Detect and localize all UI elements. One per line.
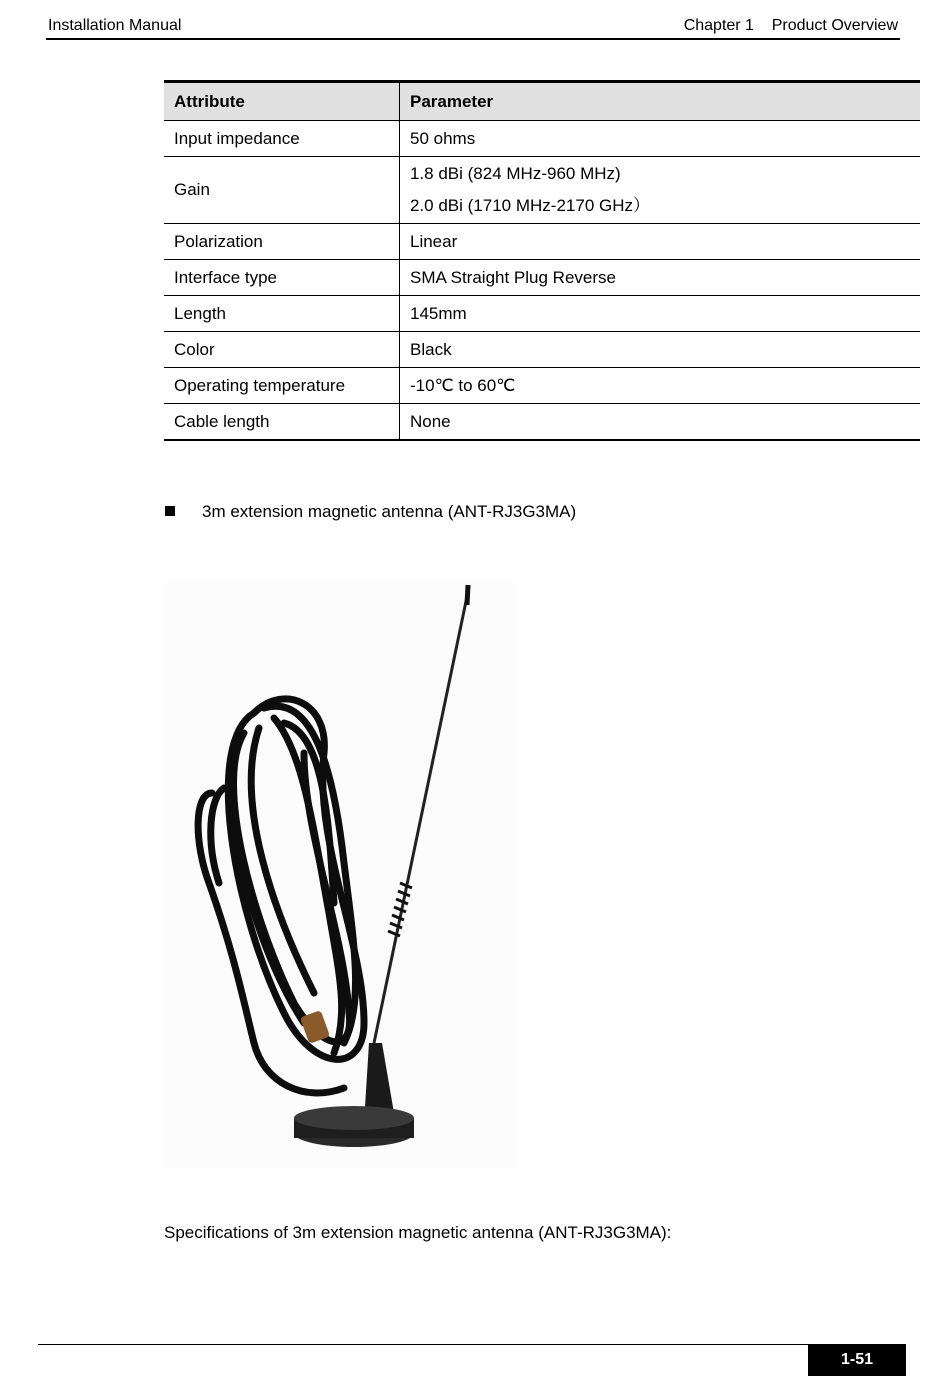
column-header-parameter: Parameter <box>400 82 921 121</box>
attribute-cell: Length <box>164 296 400 332</box>
attribute-cell: Interface type <box>164 260 400 296</box>
table-row <box>164 296 920 332</box>
parameter-cell: Linear <box>400 224 921 260</box>
bullet-square-icon <box>165 506 175 516</box>
antenna-photo <box>164 583 516 1168</box>
page-number: 1-51 <box>808 1344 906 1376</box>
header-chapter: Chapter 1 Product Overview <box>683 17 898 34</box>
attribute-cell: Color <box>164 332 400 368</box>
table-row <box>164 121 920 157</box>
specifications-caption: Specifications of 3m extension magnetic antenna (ANT-RJ3G3MA): <box>164 1223 672 1242</box>
parameter-cell: None <box>400 404 921 441</box>
gain-line-2: 2.0 dBi (1710 MHz-2170 GHz） <box>410 196 650 215</box>
attribute-cell: Gain <box>164 157 400 224</box>
header-title: Installation Manual <box>48 17 182 34</box>
bullet-text: 3m extension magnetic antenna (ANT-RJ3G3MA) <box>202 502 577 521</box>
spec-table <box>164 80 920 441</box>
parameter-cell <box>400 157 921 224</box>
parameter-cell: Black <box>400 332 921 368</box>
footer-rule <box>38 1344 808 1345</box>
header-rule <box>46 38 900 40</box>
table-row <box>164 332 920 368</box>
table-header-row <box>164 82 920 121</box>
attribute-cell: Operating temperature <box>164 368 400 404</box>
attribute-cell: Cable length <box>164 404 400 441</box>
table-row <box>164 260 920 296</box>
column-header-attribute: Attribute <box>164 82 400 121</box>
bullet-item <box>165 502 576 522</box>
parameter-cell: 50 ohms <box>400 121 921 157</box>
table-row <box>164 224 920 260</box>
table-row <box>164 157 920 224</box>
table-row <box>164 404 920 441</box>
table-row <box>164 368 920 404</box>
parameter-cell: -10℃ to 60℃ <box>400 368 921 404</box>
parameter-cell: 145mm <box>400 296 921 332</box>
gain-line-1: 1.8 dBi (824 MHz-960 MHz) <box>410 164 621 183</box>
attribute-cell: Polarization <box>164 224 400 260</box>
attribute-cell: Input impedance <box>164 121 400 157</box>
parameter-cell: SMA Straight Plug Reverse <box>400 260 921 296</box>
